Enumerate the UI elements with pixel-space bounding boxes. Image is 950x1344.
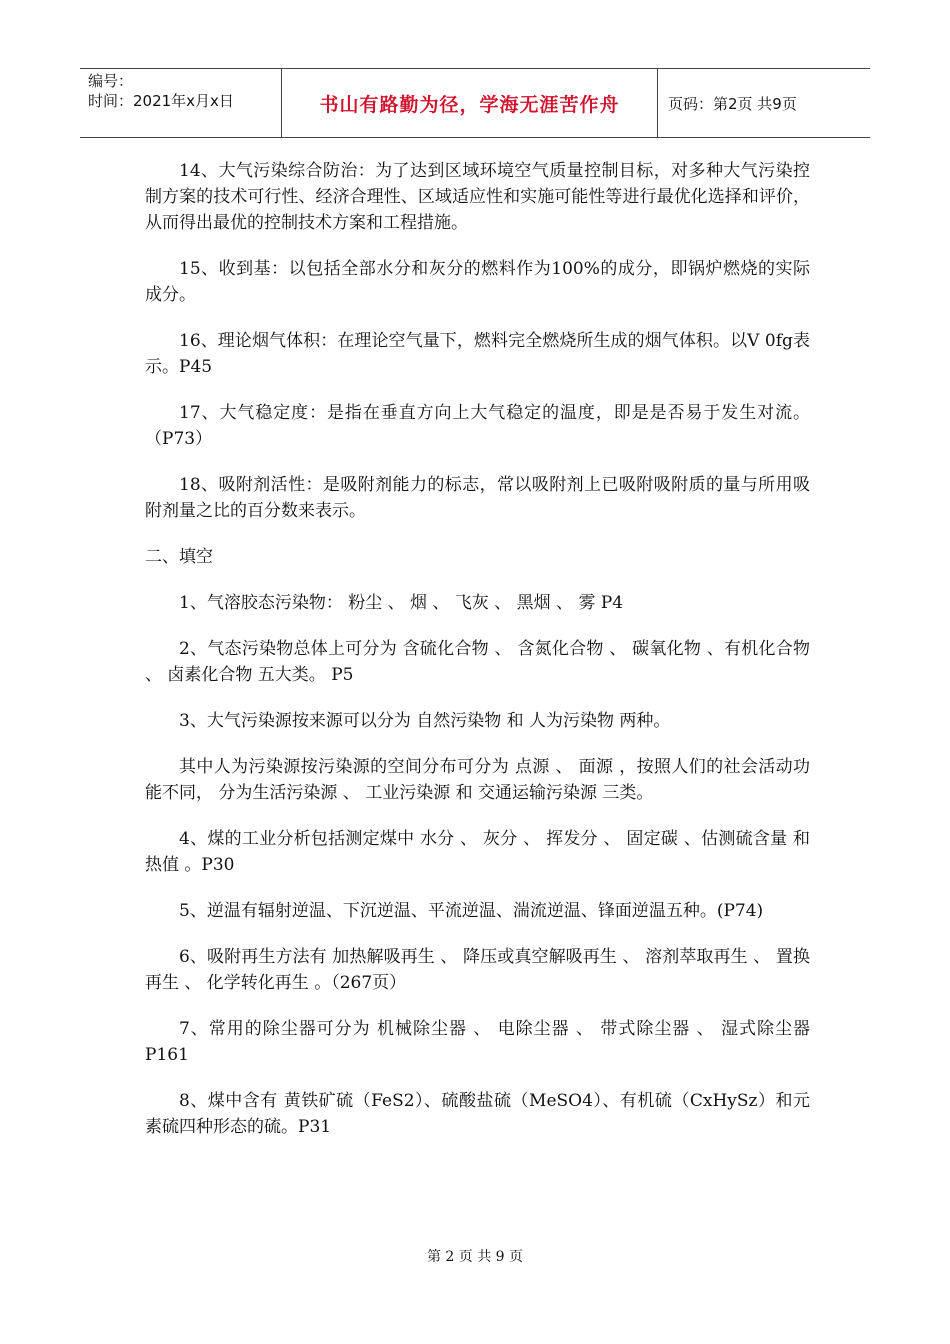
fill-item: 6、吸附再生方法有 加热解吸再生 、 降压或真空解吸再生 、 溶剂萃取再生 、 置换再生 、 化学转化再生 。（267页） [145, 947, 810, 993]
number-label: 编号： [88, 72, 134, 90]
fill-item: 4、煤的工业分析包括测定煤中 水分 、 灰分 、 挥发分 、 固定碳 、估测硫含量 和 热值 。P30 [145, 829, 810, 875]
page-header [80, 68, 870, 138]
header-meta [80, 69, 282, 137]
fill-item: 8、煤中含有 黄铁矿硫（FeS2）、硫酸盐硫（MeSO4）、有机硫（CxHySz）和元素硫四种形态的硫。P31 [145, 1091, 810, 1137]
time-label: 时间：2021年x月x日 [88, 92, 234, 110]
fill-item: 其中人为污染源按污染源的空间分布可分为 点源 、 面源 ，按照人们的社会活动功能不同， 分为生活污染源 、 工业污染源 和 交通运输污染源 三类。 [145, 757, 810, 803]
section-title: 二、填空 [145, 547, 213, 567]
header-motto: 书山有路勤为径，学海无涯苦作舟 [282, 69, 658, 137]
fill-item: 2、气态污染物总体上可分为 含硫化合物 、 含氮化合物 、 碳氧化物 、有机化合物 、 卤素化合物 五大类。 P5 [145, 639, 810, 685]
fill-item: 1、气溶胶态污染物： 粉尘 、 烟 、 飞灰 、 黑烟 、 雾 P4 [179, 593, 624, 613]
definition-14: 14、大气污染综合防治：为了达到区域环境空气质量控制目标，对多种大气污染控制方案的技术可行性、经济合理性、区域适应性和实施可能性等进行最优化选择和评价，从而得出最优的控制技术方案和工程措施。 [145, 161, 810, 233]
fill-item: 5、逆温有辐射逆温、下沉逆温、平流逆温、湍流逆温、锋面逆温五种。(P74) [179, 901, 764, 921]
header-page-info: 页码：第2页 共9页 [668, 94, 797, 113]
page-footer: 第 2 页 共 9 页 [426, 1249, 524, 1265]
fill-item: 7、常用的除尘器可分为 机械除尘器 、 电除尘器 、 带式除尘器 、 湿式除尘器P161 [145, 1019, 810, 1065]
document-body [145, 158, 810, 1160]
fill-item: 3、大气污染源按来源可以分为 自然污染物 和 人为污染物 两种。 [179, 711, 671, 731]
definition-16: 16、理论烟气体积：在理论空气量下，燃料完全燃烧所生成的烟气体积。以V 0fg表示。P45 [145, 331, 810, 377]
definition-18: 18、吸附剂活性：是吸附剂能力的标志，常以吸附剂上已吸附吸附质的量与所用吸附剂量之比的百分数来表示。 [145, 475, 810, 521]
definition-15: 15、收到基：以包括全部水分和灰分的燃料作为100%的成分，即锅炉燃烧的实际成分。 [145, 259, 810, 305]
definition-17: 17、大气稳定度：是指在垂直方向上大气稳定的温度，即是是否易于发生对流。（P73） [145, 403, 810, 449]
